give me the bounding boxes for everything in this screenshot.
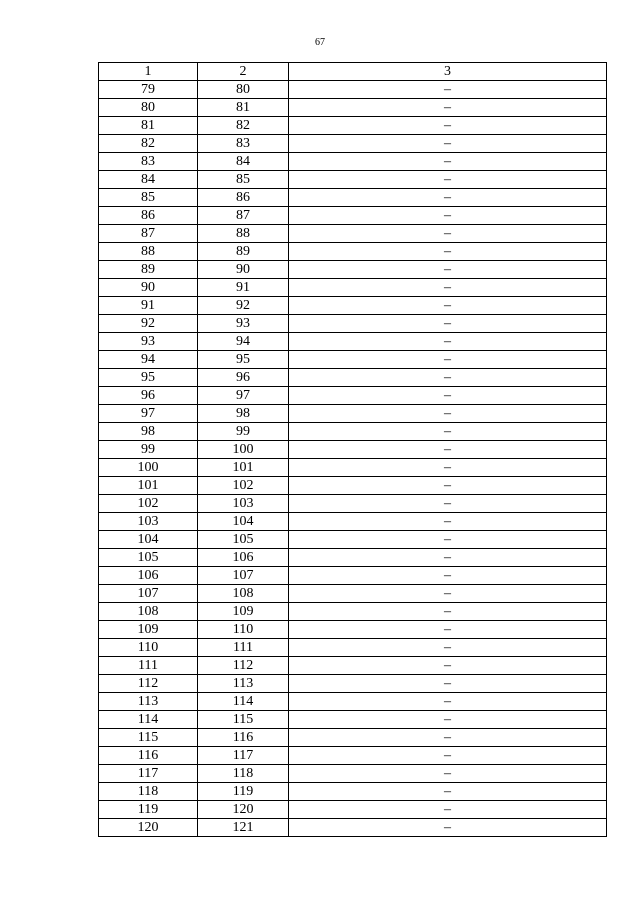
table-cell-col3: – [289, 567, 607, 585]
table-row [99, 657, 607, 675]
table-cell-col1: 108 [99, 603, 198, 621]
table-cell-col2: 103 [198, 495, 289, 513]
table-cell-col1: 82 [99, 135, 198, 153]
table-cell-col3: – [289, 243, 607, 261]
table-cell-col3: – [289, 747, 607, 765]
table-cell-col2: 100 [198, 441, 289, 459]
table-cell-col1: 117 [99, 765, 198, 783]
table-row [99, 405, 607, 423]
table-cell-col2: 88 [198, 225, 289, 243]
table-row [99, 297, 607, 315]
table-cell-col3: – [289, 513, 607, 531]
table-row [99, 495, 607, 513]
table-cell-col1: 97 [99, 405, 198, 423]
table-cell-col3: – [289, 81, 607, 99]
table-cell-col2: 85 [198, 171, 289, 189]
table-cell-col1: 85 [99, 189, 198, 207]
table-cell-col1: 106 [99, 567, 198, 585]
table-cell-col2: 121 [198, 819, 289, 837]
table-header-row [99, 63, 607, 81]
table-row [99, 801, 607, 819]
table-row [99, 207, 607, 225]
table-cell-col3: – [289, 387, 607, 405]
table-cell-col2: 102 [198, 477, 289, 495]
table-cell-col3: – [289, 225, 607, 243]
table-row [99, 549, 607, 567]
table-cell-col1: 95 [99, 369, 198, 387]
table-cell-col2: 110 [198, 621, 289, 639]
table-cell-col3: – [289, 279, 607, 297]
table-row [99, 675, 607, 693]
table-cell-col2: 97 [198, 387, 289, 405]
column-header-3: 3 [289, 63, 607, 81]
table-cell-col3: – [289, 675, 607, 693]
table-cell-col3: – [289, 423, 607, 441]
table-cell-col1: 94 [99, 351, 198, 369]
table-cell-col2: 105 [198, 531, 289, 549]
table-cell-col1: 98 [99, 423, 198, 441]
table-cell-col2: 108 [198, 585, 289, 603]
table-cell-col3: – [289, 585, 607, 603]
table-row [99, 369, 607, 387]
table-cell-col3: – [289, 657, 607, 675]
table-cell-col2: 80 [198, 81, 289, 99]
table-cell-col1: 109 [99, 621, 198, 639]
data-table [98, 62, 607, 837]
table-cell-col3: – [289, 801, 607, 819]
table-row [99, 189, 607, 207]
table-row [99, 333, 607, 351]
table-cell-col1: 92 [99, 315, 198, 333]
table-cell-col1: 103 [99, 513, 198, 531]
table-cell-col1: 86 [99, 207, 198, 225]
table-row [99, 441, 607, 459]
table-cell-col3: – [289, 639, 607, 657]
table-row [99, 819, 607, 837]
table-cell-col3: – [289, 99, 607, 117]
table-cell-col1: 115 [99, 729, 198, 747]
column-header-1: 1 [99, 63, 198, 81]
table-cell-col2: 82 [198, 117, 289, 135]
table-row [99, 711, 607, 729]
table-row [99, 261, 607, 279]
table-cell-col3: – [289, 819, 607, 837]
table-cell-col1: 88 [99, 243, 198, 261]
table-cell-col2: 87 [198, 207, 289, 225]
table-cell-col1: 107 [99, 585, 198, 603]
table-cell-col1: 113 [99, 693, 198, 711]
table-cell-col1: 118 [99, 783, 198, 801]
table-cell-col3: – [289, 729, 607, 747]
table-cell-col1: 104 [99, 531, 198, 549]
table-row [99, 639, 607, 657]
table-row [99, 279, 607, 297]
table-row [99, 171, 607, 189]
table-cell-col3: – [289, 171, 607, 189]
table-cell-col3: – [289, 189, 607, 207]
table-cell-col1: 101 [99, 477, 198, 495]
table-cell-col3: – [289, 603, 607, 621]
table-cell-col3: – [289, 369, 607, 387]
table-cell-col3: – [289, 783, 607, 801]
table-cell-col3: – [289, 711, 607, 729]
table-cell-col1: 89 [99, 261, 198, 279]
page-number: 67 [315, 37, 325, 48]
table-cell-col1: 102 [99, 495, 198, 513]
table-cell-col2: 83 [198, 135, 289, 153]
table-row [99, 531, 607, 549]
table-cell-col2: 112 [198, 657, 289, 675]
table-row [99, 585, 607, 603]
table-cell-col2: 120 [198, 801, 289, 819]
table-row [99, 135, 607, 153]
table-row [99, 765, 607, 783]
table-cell-col3: – [289, 135, 607, 153]
table-cell-col3: – [289, 153, 607, 171]
table-cell-col2: 92 [198, 297, 289, 315]
table-cell-col2: 115 [198, 711, 289, 729]
table-cell-col2: 116 [198, 729, 289, 747]
table-cell-col1: 81 [99, 117, 198, 135]
table-cell-col3: – [289, 315, 607, 333]
table-cell-col3: – [289, 621, 607, 639]
table-cell-col3: – [289, 351, 607, 369]
table-cell-col3: – [289, 441, 607, 459]
table-cell-col1: 119 [99, 801, 198, 819]
table-row [99, 459, 607, 477]
table-cell-col2: 107 [198, 567, 289, 585]
table-cell-col2: 113 [198, 675, 289, 693]
table-row [99, 351, 607, 369]
table-cell-col1: 91 [99, 297, 198, 315]
table-cell-col2: 119 [198, 783, 289, 801]
table-cell-col3: – [289, 549, 607, 567]
table-cell-col2: 111 [198, 639, 289, 657]
table-row [99, 567, 607, 585]
table-row [99, 747, 607, 765]
table-cell-col1: 90 [99, 279, 198, 297]
table-row [99, 729, 607, 747]
table-cell-col1: 93 [99, 333, 198, 351]
table-cell-col2: 101 [198, 459, 289, 477]
table-cell-col1: 120 [99, 819, 198, 837]
table-row [99, 783, 607, 801]
table-cell-col2: 89 [198, 243, 289, 261]
table-cell-col2: 114 [198, 693, 289, 711]
table-cell-col3: – [289, 261, 607, 279]
table-row [99, 315, 607, 333]
table-row [99, 243, 607, 261]
table-cell-col3: – [289, 765, 607, 783]
table-row [99, 225, 607, 243]
table-cell-col3: – [289, 459, 607, 477]
table-cell-col2: 99 [198, 423, 289, 441]
table-cell-col2: 109 [198, 603, 289, 621]
table-row [99, 81, 607, 99]
table-cell-col1: 100 [99, 459, 198, 477]
table-cell-col1: 110 [99, 639, 198, 657]
table-row [99, 387, 607, 405]
table-cell-col2: 86 [198, 189, 289, 207]
table-cell-col3: – [289, 531, 607, 549]
table-row [99, 621, 607, 639]
table-cell-col1: 99 [99, 441, 198, 459]
table-row [99, 153, 607, 171]
table-cell-col3: – [289, 207, 607, 225]
table-cell-col2: 94 [198, 333, 289, 351]
table-cell-col3: – [289, 333, 607, 351]
column-header-2: 2 [198, 63, 289, 81]
table-cell-col1: 116 [99, 747, 198, 765]
table-row [99, 99, 607, 117]
table-cell-col3: – [289, 477, 607, 495]
table-body [99, 63, 607, 837]
table-cell-col1: 114 [99, 711, 198, 729]
table-cell-col1: 111 [99, 657, 198, 675]
table-cell-col3: – [289, 297, 607, 315]
table-cell-col2: 90 [198, 261, 289, 279]
table-cell-col3: – [289, 495, 607, 513]
table-cell-col1: 79 [99, 81, 198, 99]
table-cell-col2: 106 [198, 549, 289, 567]
table-cell-col2: 91 [198, 279, 289, 297]
table-cell-col3: – [289, 693, 607, 711]
table-cell-col1: 80 [99, 99, 198, 117]
table-cell-col3: – [289, 117, 607, 135]
table-cell-col2: 104 [198, 513, 289, 531]
table-cell-col2: 98 [198, 405, 289, 423]
table-cell-col2: 117 [198, 747, 289, 765]
table-cell-col2: 93 [198, 315, 289, 333]
table-row [99, 117, 607, 135]
table-cell-col1: 83 [99, 153, 198, 171]
table-cell-col2: 118 [198, 765, 289, 783]
table-row [99, 513, 607, 531]
table-cell-col2: 96 [198, 369, 289, 387]
table-row [99, 693, 607, 711]
table-row [99, 477, 607, 495]
table-cell-col1: 112 [99, 675, 198, 693]
table-row [99, 603, 607, 621]
table-cell-col1: 96 [99, 387, 198, 405]
table-cell-col2: 81 [198, 99, 289, 117]
table-cell-col3: – [289, 405, 607, 423]
table-cell-col2: 95 [198, 351, 289, 369]
table-row [99, 423, 607, 441]
table-cell-col1: 84 [99, 171, 198, 189]
table-cell-col1: 105 [99, 549, 198, 567]
table-cell-col1: 87 [99, 225, 198, 243]
table-cell-col2: 84 [198, 153, 289, 171]
